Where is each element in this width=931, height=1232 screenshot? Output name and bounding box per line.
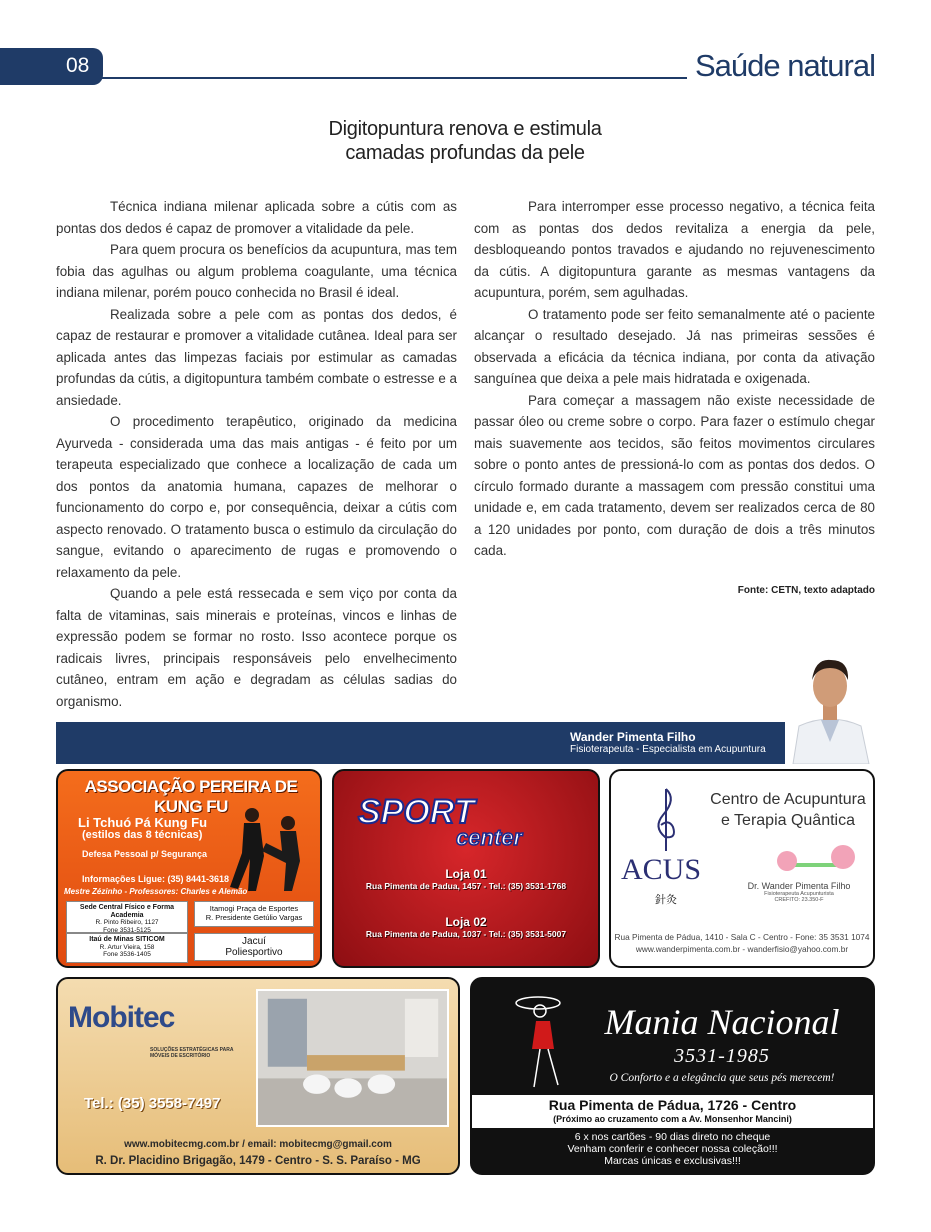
logo-word: SPORT (358, 793, 475, 831)
kungfu-location-box (66, 933, 188, 963)
promo-line: Venham conferir e conhecer nossa coleção!!! (567, 1143, 778, 1155)
location-line: R. Pinto Ribeiro, 1127 (95, 919, 159, 926)
sport-store-2 (334, 915, 598, 939)
author-photo (785, 650, 875, 764)
kungfu-location-box (194, 901, 314, 927)
mania-address-band (472, 1095, 873, 1128)
acus-title-line: e Terapia Quântica (720, 812, 855, 829)
paragraph: Para interromper esse processo negativo, a técnica feita com as pontas dos dedos revitaliza a energia da pele, desbloqueando pontos travados e ajudando no rejuvenescimento da cútis. A digitopuntura garante as mesmas vantagens da acupuntura, porém, sem agulhadas. (474, 199, 875, 300)
kungfu-location-box (194, 933, 314, 961)
store-label: Loja 01 (445, 867, 487, 881)
paragraph: Para quem procura os benefícios da acupuntura, mas tem fobia das agulhas ou algum problema coagulante, uma técnica indiana milenar, porém pouco conhecida no Brasil é ideal. (56, 242, 457, 300)
tagline-line: SOLUÇÕES ESTRATÉGICAS PARA (150, 1047, 234, 1053)
author-bar (56, 722, 875, 764)
ad-kungfu[interactable] (56, 769, 322, 968)
section-title: Saúde natural (694, 48, 875, 83)
article-source: Fonte: CETN, texto adaptado (737, 585, 875, 596)
ad-mobitec[interactable] (56, 977, 460, 1175)
location-line: R. Artur Vieira, 158 (99, 943, 155, 951)
doctor-name: Dr. Wander Pimenta Filho (747, 881, 851, 891)
lady-illustration (508, 991, 580, 1091)
article-column-left (56, 196, 457, 712)
paragraph: O tratamento pode ser feito semanalmente até o paciente alcançar o resultado desejado. Já nas primeiras sessões é observada a eficácia da técnica indiana, por conta da ativação sanguínea que deixa a pele mais hidratada e oxigenada. (474, 306, 875, 386)
sport-store-1 (334, 867, 598, 891)
mania-promo (472, 1131, 873, 1167)
acus-doctor (739, 881, 859, 903)
web-line: www.wanderpimenta.com.br - wanderfisio@yahoo.com.br (635, 944, 849, 954)
location-title: Sede Central Físico e Forma Academia (79, 904, 175, 919)
ad-sport-center[interactable] (332, 769, 600, 968)
mania-street: Rua Pimenta de Pádua, 1726 - Centro (548, 1097, 797, 1113)
kungfu-defense: Defesa Pessoal p/ Segurança (82, 849, 208, 859)
kungfu-phone: Informações Ligue: (35) 8441-3618 (82, 874, 230, 884)
office-photo (256, 989, 449, 1127)
header-rule (100, 77, 687, 79)
kungfu-masters: Mestre Zézinho - Professores: Charles e Alemão (64, 887, 248, 896)
spheres-image (771, 841, 861, 877)
article-column-right (474, 196, 875, 562)
ad-mania-nacional[interactable] (470, 977, 875, 1175)
mobitec-logo: Mobitec (68, 1001, 175, 1034)
promo-line: Marcas únicas e exclusivas!!! (604, 1155, 741, 1167)
paragraph: Técnica indiana milenar aplicada sobre a cútis com as pontas dos dedos é capaz de promover a vitalidade da pele. (56, 199, 457, 236)
mania-phone: 3531-1985 (674, 1045, 770, 1067)
fighters-image (222, 801, 312, 896)
location-line: Poliesportivo (225, 947, 283, 958)
location-line: R. Presidente Getúlio Vargas (205, 913, 303, 922)
mobitec-tagline (150, 1047, 233, 1059)
acus-title (703, 789, 873, 831)
tagline-line: MÓVEIS DE ESCRITÓRIO (150, 1053, 211, 1059)
acus-address (611, 931, 873, 955)
title-line-1: Digitopuntura renova e estimula (328, 118, 602, 140)
store-address: Rua Pimenta de Padua, 1037 - Tel.: (35) 3531-5007 (365, 929, 567, 939)
logo-word: center (456, 825, 523, 849)
paragraph: Quando a pele está ressecada e sem viço por conta da falta de vitaminas, sais minerais e proteínas, vincos e linhas de expressão podem se formar no rosto. Isso acontece porque os radicais livres, principais responsáveis pelo envelhecimento cutâneo, entram em ação e degradam as células sadias do organismo. (56, 586, 457, 709)
doctor-title: Fisioterapeuta Acupunturista (764, 891, 834, 897)
acus-title-line: Centro de Acupuntura (710, 791, 866, 808)
author-role: Fisioterapeuta - Especialista em Acupuntura (570, 744, 766, 755)
author-name: Wander Pimenta Filho (570, 730, 696, 744)
mobitec-web: www.mobitecmg.com.br / email: mobitecmg@gmail.com (124, 1139, 392, 1150)
address-line: Rua Pimenta de Pádua, 1410 - Sala C - Centro - Fone: 35 3531 1074 (614, 932, 870, 942)
store-label: Loja 02 (445, 915, 487, 929)
promo-line: 6 x nos cartões - 90 dias direto no cheque (574, 1131, 771, 1143)
location-title: Itaú de Minas SITICOM (89, 936, 165, 943)
treble-clef-icon (651, 785, 681, 855)
page-number: 08 (0, 48, 103, 85)
mobitec-phone: Tel.: (35) 3558-7497 (84, 1095, 221, 1112)
kungfu-location-box (66, 901, 188, 933)
mania-slogan: O Conforto e a elegância que seus pés merecem! (609, 1072, 835, 1084)
title-line-2: camadas profundas da pele (345, 142, 585, 164)
kungfu-styles: (estilos das 8 técnicas) (82, 829, 203, 841)
doctor-registry: CREFITO: 23.350-F (774, 897, 824, 903)
paragraph: O procedimento terapêutico, originado da medicina Ayurveda - considerada uma das mais antigas - é feito por um terapeuta especializado que conhece a localização de cada um dos pontos da anatomia humana, capazes de melhorar o funcionamento do corpo e, por consequência, deixar a cútis com aspecto renovado. O tratamento busca o estimulo da circulação do sangue, evitando o aparecimento de rugas e promovendo o relaxamento da pele. (56, 414, 457, 580)
location-line: Fone 3536-1405 (103, 951, 151, 958)
kungfu-title: ASSOCIAÇÃO PEREIRA DE KUNG FU (84, 777, 298, 816)
paragraph: Realizada sobre a pele com as pontas dos dedos, é capaz de restaurar e promover a vitalidade cutânea. Ideal para ser aplicada antes das limpezas faciais por estimular as camadas profundas da cútis, a digitopuntura também combate o estresse e a ansiedade. (56, 306, 457, 408)
mania-reference: (Próximo ao cruzamento com a Av. Monsenhor Mancini) (553, 1114, 792, 1124)
sport-center-logo (348, 793, 588, 849)
kungfu-name: Li Tchuó Pá Kung Fu (78, 815, 208, 830)
location-line: Itamogi Praça de Esportes (209, 904, 299, 913)
location-line: Jacuí (242, 936, 266, 947)
mobitec-address: R. Dr. Placidino Brigagão, 1479 - Centro - S. S. Paraíso - MG (95, 1155, 421, 1167)
store-address: Rua Pimenta de Padua, 1457 - Tel.: (35) 3531-1768 (365, 881, 567, 891)
acus-kanji: 針灸 (655, 893, 677, 906)
mania-title: Mania Nacional (604, 1002, 840, 1042)
location-line: Fone 3531-5125 (103, 926, 151, 934)
ad-acus[interactable] (609, 769, 875, 968)
acus-logo: ACUS (621, 853, 702, 886)
paragraph: Para começar a massagem não existe necessidade de passar óleo ou creme sobre o corpo. Para fazer o estímulo chegar mais suavemente aos tecidos, são feitos movimentos circulares sobre o ponto antes de pressioná-lo com as pontas dos dedos. O círculo formado durante a massagem com pressão constitui uma unidade e, em cada tratamento, devem ser realizados cerca de 80 a 120 unidades por ponto, com duração de dois a três minutos cada. (474, 392, 875, 558)
article-title (220, 117, 710, 165)
